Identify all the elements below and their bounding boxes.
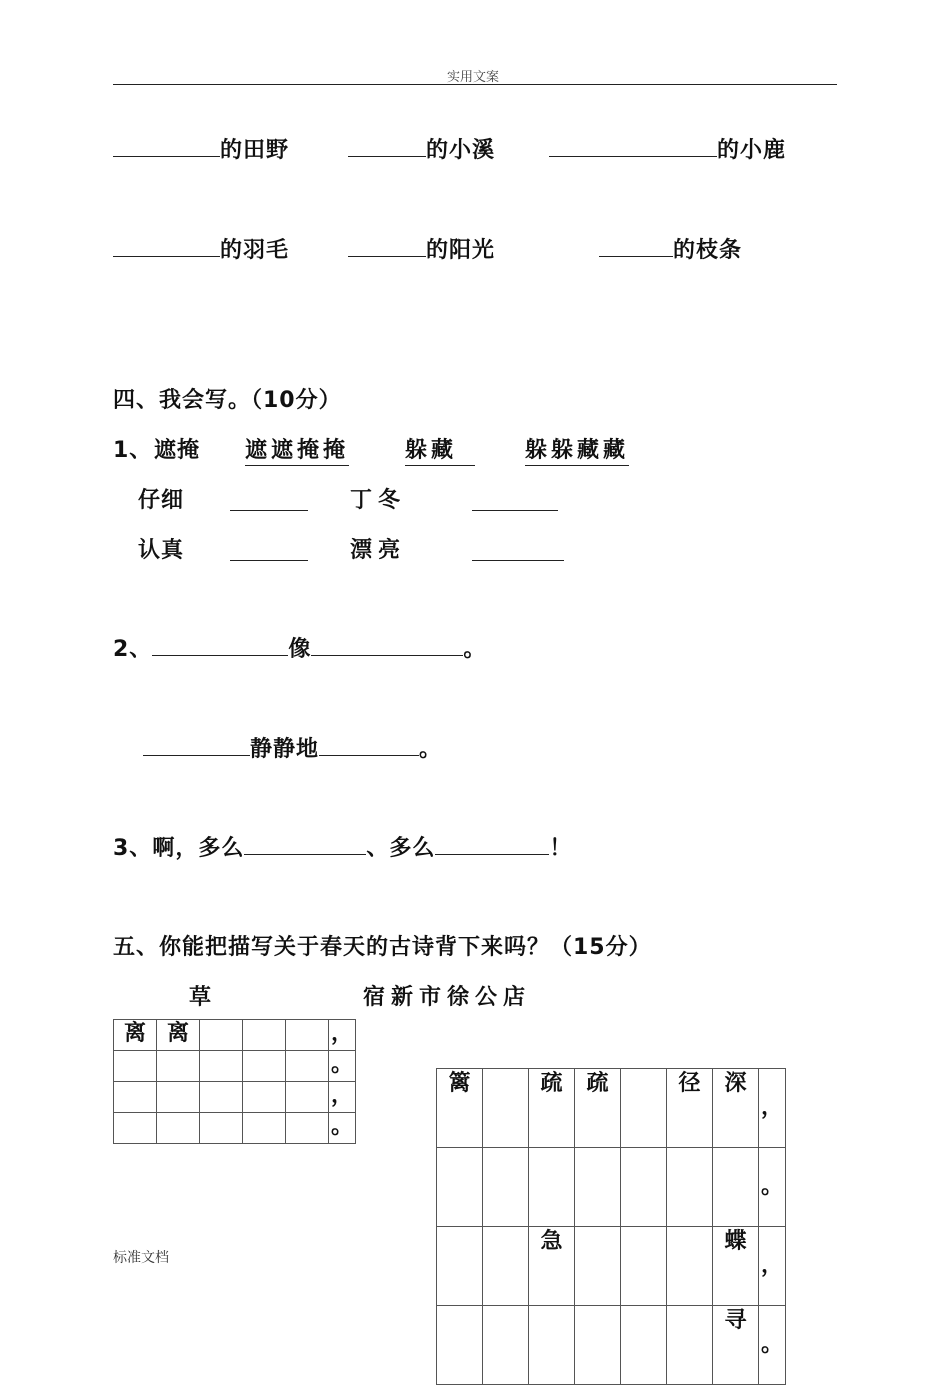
grid-cell[interactable]: 径: [667, 1069, 713, 1148]
blank-line[interactable]: [348, 138, 426, 157]
q1-word: 丁冬: [350, 488, 407, 513]
grid-cell[interactable]: [483, 1306, 529, 1385]
grid-row: [437, 1227, 786, 1306]
grid-cell[interactable]: [621, 1148, 667, 1227]
section5-heading: 五、你能把描写关于春天的古诗背下来吗？（15分）: [113, 935, 652, 960]
q1-example: 躲躲藏藏: [525, 433, 629, 466]
grid-cell[interactable]: [529, 1148, 575, 1227]
grid-cell[interactable]: 。: [329, 1051, 356, 1082]
grid-cell[interactable]: [286, 1082, 329, 1113]
grid-cell[interactable]: [437, 1306, 483, 1385]
grid-row: [114, 1082, 356, 1113]
fill-item: [348, 233, 495, 264]
q2-line2: [143, 732, 442, 763]
poem1-title: 草: [189, 985, 213, 1010]
grid-cell[interactable]: [483, 1148, 529, 1227]
grid-cell[interactable]: [200, 1082, 243, 1113]
grid-cell[interactable]: [621, 1069, 667, 1148]
grid-cell[interactable]: 。: [329, 1113, 356, 1144]
grid-cell[interactable]: [483, 1227, 529, 1306]
grid-cell[interactable]: [243, 1113, 286, 1144]
q2-line1: [113, 632, 486, 663]
grid-cell[interactable]: [200, 1020, 243, 1051]
q2-text: 。: [419, 737, 443, 762]
grid-cell[interactable]: [575, 1306, 621, 1385]
grid-cell[interactable]: 。: [759, 1306, 786, 1385]
grid-row: [114, 1051, 356, 1082]
grid-cell[interactable]: 深: [713, 1069, 759, 1148]
grid-cell[interactable]: [286, 1113, 329, 1144]
q1-word-underlined: 躲藏: [405, 433, 475, 466]
footer-text: 标准文档: [113, 1250, 169, 1266]
grid-cell[interactable]: ，: [329, 1082, 356, 1113]
blank-line[interactable]: [472, 560, 564, 561]
q2-text: 静静地: [250, 737, 320, 762]
grid-row: [437, 1069, 786, 1148]
grid-row: [437, 1148, 786, 1227]
grid-cell[interactable]: [157, 1082, 200, 1113]
blank-line[interactable]: [348, 238, 426, 257]
grid-cell[interactable]: [243, 1051, 286, 1082]
fill-item: [113, 133, 289, 164]
grid-cell[interactable]: [243, 1082, 286, 1113]
grid-cell[interactable]: 篱: [437, 1069, 483, 1148]
fill-item: [549, 133, 786, 164]
grid-cell[interactable]: [575, 1227, 621, 1306]
grid-cell[interactable]: [200, 1051, 243, 1082]
blank-line[interactable]: [311, 637, 463, 656]
blank-line[interactable]: [113, 138, 220, 157]
q1-word: 遮掩: [154, 438, 201, 463]
q3-number: 3、: [113, 836, 153, 861]
grid-row: [437, 1306, 786, 1385]
grid-cell[interactable]: [575, 1148, 621, 1227]
grid-cell[interactable]: ，: [759, 1227, 786, 1306]
q2-text: 。: [463, 637, 487, 662]
q1-word: 仔细: [138, 488, 185, 513]
header-title: 实用文案: [447, 70, 500, 85]
grid-cell[interactable]: 寻: [713, 1306, 759, 1385]
grid-cell[interactable]: 疏: [575, 1069, 621, 1148]
grid-row: [114, 1020, 356, 1051]
grid-cell[interactable]: [157, 1051, 200, 1082]
grid-cell[interactable]: [713, 1148, 759, 1227]
blank-line[interactable]: [244, 836, 366, 855]
fill-item-label: 的田野: [220, 138, 290, 163]
grid-cell[interactable]: [621, 1227, 667, 1306]
grid-cell[interactable]: [483, 1069, 529, 1148]
fill-item-label: 的羽毛: [220, 238, 290, 263]
grid-cell[interactable]: [286, 1051, 329, 1082]
blank-line[interactable]: [549, 138, 717, 157]
q1-example: 遮遮掩掩: [245, 433, 349, 466]
grid-cell[interactable]: ，: [759, 1069, 786, 1148]
poem2-grid: [436, 1068, 786, 1385]
blank-line[interactable]: [152, 637, 288, 656]
blank-line[interactable]: [472, 510, 558, 511]
blank-line[interactable]: [143, 737, 250, 756]
poem2-title: 宿新市徐公店: [363, 985, 532, 1010]
fill-item-label: 的枝条: [673, 238, 743, 263]
q1-word: 漂亮: [350, 538, 407, 563]
fill-item: [348, 133, 495, 164]
grid-cell[interactable]: [437, 1148, 483, 1227]
q1-number: 1、: [113, 438, 153, 463]
fill-item: [599, 233, 742, 264]
blank-line[interactable]: [599, 238, 673, 257]
header-rule: [113, 84, 837, 85]
grid-cell[interactable]: [114, 1082, 157, 1113]
grid-row: [114, 1113, 356, 1144]
poem1-grid: [113, 1019, 356, 1144]
grid-cell[interactable]: 离: [157, 1020, 200, 1051]
q3-line: [113, 831, 572, 862]
grid-cell[interactable]: 疏: [529, 1069, 575, 1148]
grid-cell[interactable]: [437, 1227, 483, 1306]
grid-cell[interactable]: 急: [529, 1227, 575, 1306]
fill-item: [113, 233, 289, 264]
blank-line[interactable]: [319, 737, 419, 756]
grid-cell[interactable]: [114, 1113, 157, 1144]
blank-line[interactable]: [435, 836, 549, 855]
q3-text: ！: [549, 836, 573, 861]
blank-line[interactable]: [230, 510, 308, 511]
grid-cell[interactable]: [243, 1020, 286, 1051]
grid-cell[interactable]: [157, 1113, 200, 1144]
blank-line[interactable]: [113, 238, 220, 257]
q2-text: 像: [288, 637, 312, 662]
grid-cell[interactable]: 蝶: [713, 1227, 759, 1306]
grid-cell[interactable]: [114, 1051, 157, 1082]
grid-cell[interactable]: [200, 1113, 243, 1144]
grid-cell[interactable]: 。: [759, 1148, 786, 1227]
q1-word: 认真: [138, 538, 185, 563]
grid-cell[interactable]: [529, 1306, 575, 1385]
section4-heading: 四、我会写。（10分）: [113, 388, 342, 413]
blank-line[interactable]: [230, 560, 308, 561]
q3-text: 啊，多么: [152, 836, 245, 861]
fill-item-label: 的阳光: [426, 238, 496, 263]
grid-cell[interactable]: 离: [114, 1020, 157, 1051]
fill-item-label: 的小鹿: [717, 138, 787, 163]
grid-cell[interactable]: [667, 1227, 713, 1306]
grid-cell[interactable]: ，: [329, 1020, 356, 1051]
grid-cell[interactable]: [667, 1306, 713, 1385]
grid-cell[interactable]: [286, 1020, 329, 1051]
q3-text: 、多么: [366, 836, 436, 861]
grid-cell[interactable]: [667, 1148, 713, 1227]
q2-number: 2、: [113, 637, 153, 662]
grid-cell[interactable]: [621, 1306, 667, 1385]
fill-item-label: 的小溪: [426, 138, 496, 163]
